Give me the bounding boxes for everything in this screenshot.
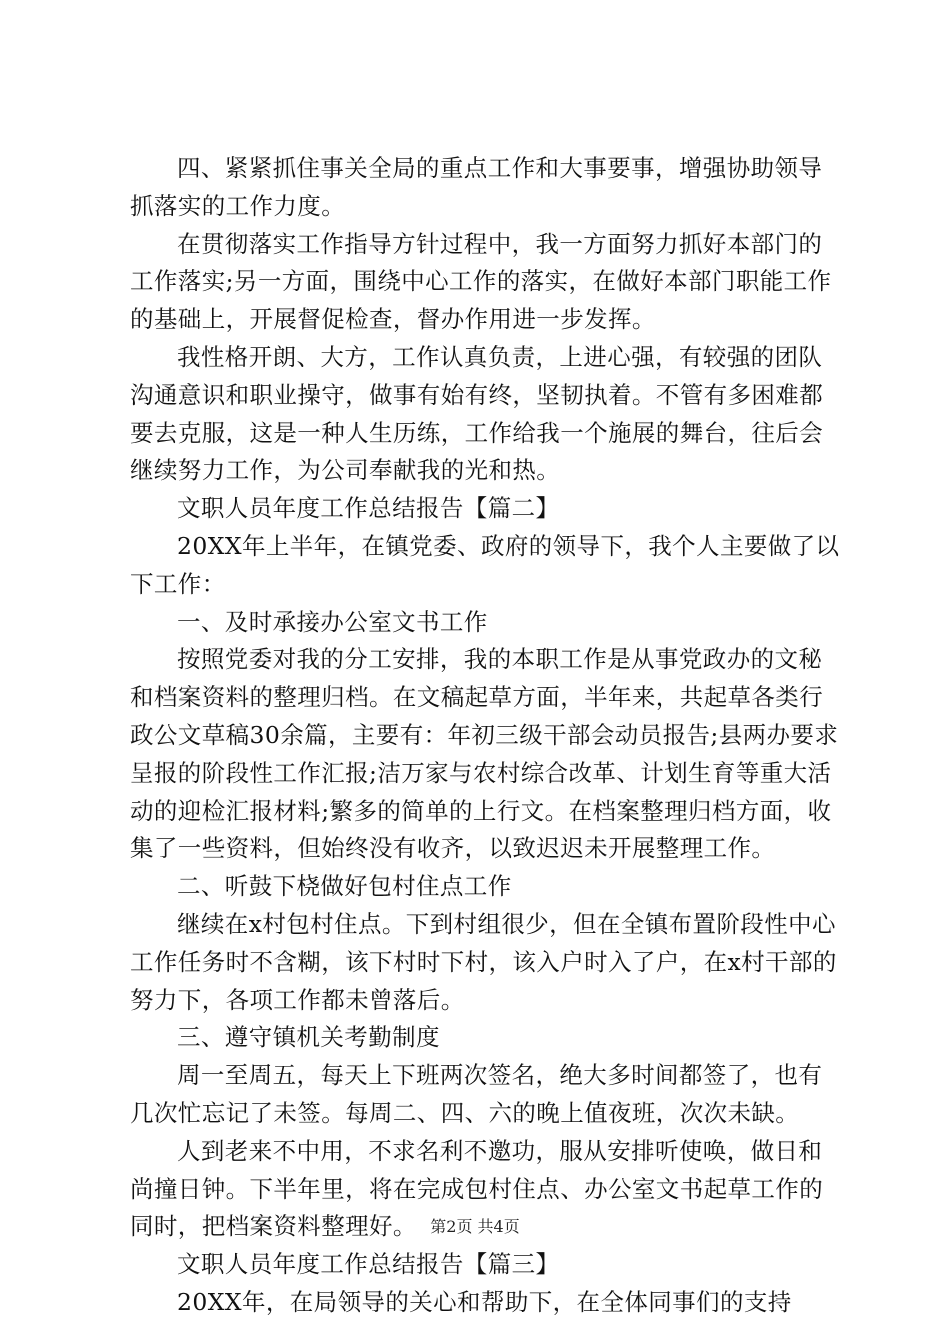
paragraph-section-four-heading: 四、紧紧抓住事关全局的重点工作和大事要事，增强协助领导抓落实的工作力度。 (130, 154, 823, 220)
paragraph-office-clerical: 按照党委对我的分工安排，我的本职工作是从事党政办的文秘和档案资料的整理归档。在文稿起草方面，半年来，共起草各类行政公文草稿30余篇，主要有：年初三级干部会动员报告;县两办要求呈报的阶段性工作汇报;洁万家与农村综合改革、计划生育等重大活动的迎检汇报材料;繁多的简单的上行文。在档案整理归档方面，收集了一些资料，但始终没有收齐，以致迟迟未开展整理工作。 (130, 645, 839, 863)
subheading-office-clerical: 一、及时承接办公室文书工作 (177, 607, 488, 636)
section-title-part-two: 文职人员年度工作总结报告【篇二】 (177, 494, 560, 523)
document-body (130, 150, 842, 1322)
subheading-village-work: 二、听鼓下桡做好包村住点工作 (177, 872, 512, 901)
section-title-part-three: 文职人员年度工作总结报告【篇三】 (177, 1250, 560, 1279)
paragraph-part-three-intro: 20XX年，在局领导的关心和帮助下，在全体同事们的支持 (177, 1287, 792, 1316)
paragraph-attendance: 周一至周五，每天上下班两次签名，绝大多时间都签了，也有几次忙忘记了未签。每周二、四、六的晚上值夜班，次次未缺。 (130, 1061, 823, 1127)
paragraph-part-two-intro: 20XX年上半年，在镇党委、政府的领导下，我个人主要做了以下工作： (130, 531, 840, 598)
paragraph-village-work: 继续在x村包村住点。下到村组很少，但在全镇布置阶段性中心工作任务时不含糊，该下村时下村，该入户时入了户，在x村干部的努力下，各项工作都未曾落后。 (130, 909, 837, 1014)
paragraph-outlook: 人到老来不中用，不求名利不邀功，服从安排听使唤，做日和尚撞日钟。下半年里，将在完成包村住点、办公室文书起草工作的同时，把档案资料整理好。 (130, 1136, 824, 1241)
paragraph-personality: 我性格开朗、大方，工作认真负责，上进心强，有较强的团队沟通意识和职业操守，做事有始有终，坚韧执着。不管有多困难都要去克服，这是一种人生历练，工作给我一个施展的舞台，往后会继续努力工作，为公司奉献我的光和热。 (130, 342, 824, 485)
paragraph-implementation: 在贯彻落实工作指导方针过程中，我一方面努力抓好本部门的工作落实;另一方面，围绕中心工作的落实，在做好本部门职能工作的基础上，开展督促检查，督办作用进一步发挥。 (130, 229, 832, 334)
page-number-footer: 第2页 共4页 (430, 1217, 520, 1236)
subheading-attendance: 三、遵守镇机关考勤制度 (177, 1023, 440, 1052)
